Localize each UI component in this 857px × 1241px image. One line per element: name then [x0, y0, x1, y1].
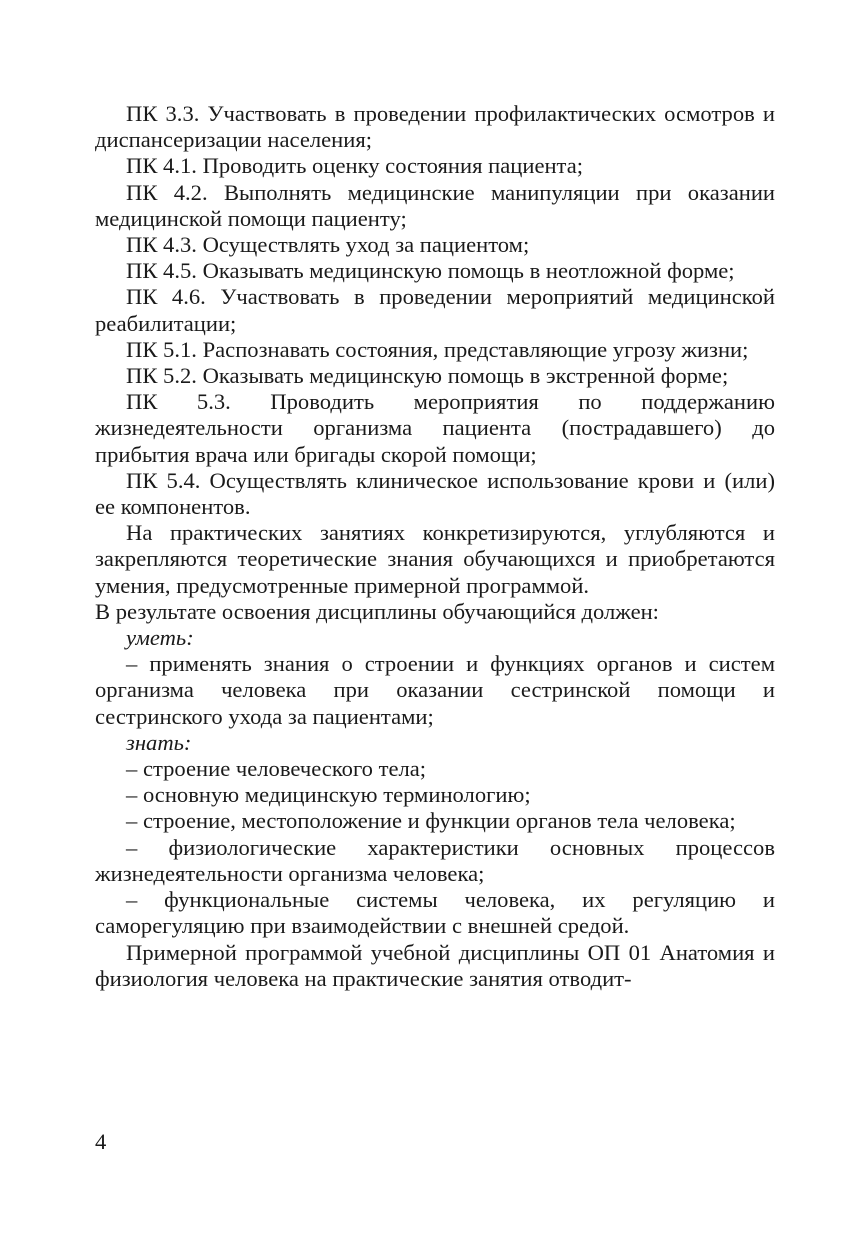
competency-pk-4-1: ПК 4.1. Проводить оценку состояния пациента; — [126, 153, 584, 179]
competency-pk-4-5: ПК 4.5. Оказывать медицинскую помощь в неотложной форме; — [126, 258, 735, 284]
competency-pk-5-4: ПК 5.4. Осуществлять клиническое использование крови и (или) ее компонентов. — [95, 467, 775, 520]
learning-outcome-intro: В результате освоения дисциплины обучающийся должен: — [95, 598, 659, 624]
competency-pk-5-2: ПК 5.2. Оказывать медицинскую помощь в экстренной форме; — [126, 363, 729, 389]
program-hours-paragraph: Примерной программой учебной дисциплины ОП 01 Анатомия и физиология человека на практические занятия отводит- — [95, 939, 775, 991]
competency-pk-5-3: ПК 5.3. Проводить мероприятия по поддержанию жизнедеятельности организма пациента (пострадавшего) до прибытия врача или бригады скорой помощи; — [95, 389, 775, 467]
competency-pk-3-3: ПК 3.3. Участвовать в проведении профилактических осмотров и диспансеризации населения; — [95, 101, 775, 153]
knowledge-item-regulation: – функциональные системы человека, их регуляцию и саморегуляцию при взаимодействии с внешней средой. — [95, 887, 775, 939]
knowledge-item-terminology: – основную медицинскую терминологию; — [126, 782, 531, 808]
knowledge-heading: знать: — [126, 729, 192, 755]
knowledge-item-physiology: – физиологические характеристики основных процессов жизнедеятельности организма человека; — [95, 834, 775, 886]
skills-heading: уметь: — [126, 625, 194, 651]
page-number: 4 — [95, 1129, 107, 1154]
practical-classes-paragraph: На практических занятиях конкретизируются, углубляются и закрепляются теоретические знания обучающихся и приобретаются умения, предусмотренные примерной программой. — [95, 520, 775, 598]
knowledge-item-body-structure: – строение человеческого тела; — [126, 756, 427, 782]
competency-pk-5-1: ПК 5.1. Распознавать состояния, представляющие угрозу жизни; — [126, 336, 749, 362]
skills-item: – применять знания о строении и функциях органов и систем организма человека при оказании сестринской помощи и сестринского ухода за пациентами; — [95, 651, 775, 729]
competency-pk-4-2: ПК 4.2. Выполнять медицинские манипуляции при оказании медицинской помощи пациенту; — [95, 179, 775, 231]
competency-pk-4-3: ПК 4.3. Осуществлять уход за пациентом; — [126, 232, 530, 258]
body-text — [95, 101, 775, 992]
knowledge-item-organs: – строение, местоположение и функции органов тела человека; — [126, 808, 736, 834]
competency-pk-4-6: ПК 4.6. Участвовать в проведении мероприятий медицинской реабилитации; — [95, 284, 775, 336]
